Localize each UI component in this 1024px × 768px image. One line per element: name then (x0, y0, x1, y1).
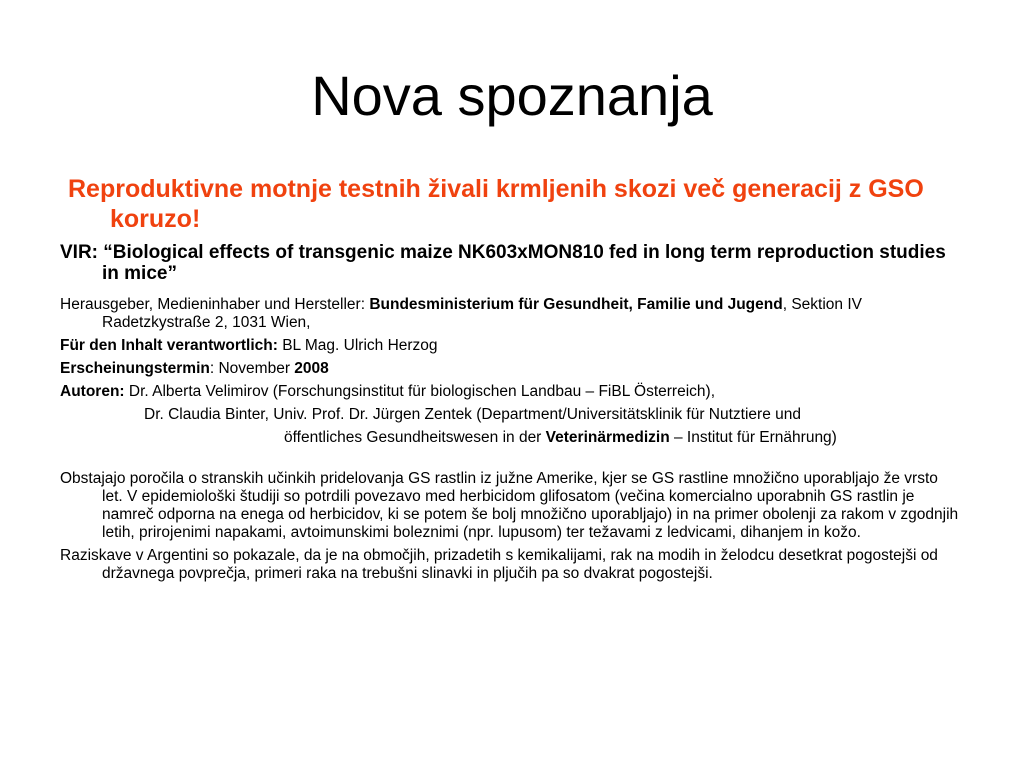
spacer (60, 452, 960, 470)
headline: Reproduktivne motnje testnih živali krmljenih skozi več generacij z GSO koruzo! (68, 175, 924, 233)
paragraph-argentina: Raziskave v Argentini so pokazale, da je na območjih, prizadetih s kemikalijami, rak na modih in želodcu desetkrat pogostejši od državnega povprečja, primeri raka na trebušni slinavki in pljučih pa so dvakrat pogostejši. (60, 547, 938, 582)
release-year: 2008 (294, 360, 329, 377)
release-month: : November (209, 360, 295, 377)
publisher-address: , Sektion IV Radetzkystraße 2, 1031 Wien, (102, 296, 862, 331)
slide-body (60, 174, 960, 588)
authors-line-3-pre: öffentliches Gesundheitswesen in der (284, 429, 546, 446)
publisher-name: Bundesministerium für Gesundheit, Familie und Jugend (369, 296, 783, 313)
content-responsible-value: BL Mag. Ulrich Herzog (277, 337, 438, 354)
publisher-line (60, 296, 960, 332)
authors-line-3-post: – Institut für Ernährung) (669, 429, 837, 446)
publisher-label: Herausgeber, Medieninhaber und Hersteller: (60, 296, 370, 313)
slide-title: Nova spoznanja (311, 64, 713, 127)
authors-line-2: Dr. Claudia Binter, Univ. Prof. Dr. Jürgen Zentek (Department/Universitätsklinik für Nutztiere und (144, 406, 802, 423)
authors-line-3-bold: Veterinärmedizin (545, 429, 670, 446)
authors-line-1 (60, 383, 960, 401)
content-responsible-line (60, 337, 960, 355)
release-line (60, 360, 960, 378)
author-1: Dr. Alberta Velimirov (Forschungsinstitut für biologischen Landbau – FiBL Österreich), (124, 383, 716, 400)
authors-line-3 (60, 429, 960, 447)
authors-label: Autoren: (60, 383, 125, 400)
content-responsible-label: Für den Inhalt verantwortlich: (60, 337, 278, 354)
release-label: Erscheinungstermin (60, 360, 210, 377)
paragraph-reports: Obstajajo poročila o stranskih učinkih pridelovanja GS rastlin iz južne Amerike, kjer se GS rastline množično uporabljajo že vrsto let. V epidemiološki študiji so potrdili povezavo med herbicidom glifosatom (večina komercialno uporabnih GS rastlin je namreč odporna na enega od herbicidov, ki se potem še bolj množično uporabljajo) in na primer obolenji za rakom v zgodnjih letih, prirojenimi napakami, avtoimunskimi boleznimi (npr. lupusom) ter težavami z ledvicami, dihanjem in kožo. (60, 470, 959, 541)
source-reference: VIR: “Biological effects of transgenic maize NK603xMON810 fed in long term reproduction studies in mice” (60, 242, 946, 284)
